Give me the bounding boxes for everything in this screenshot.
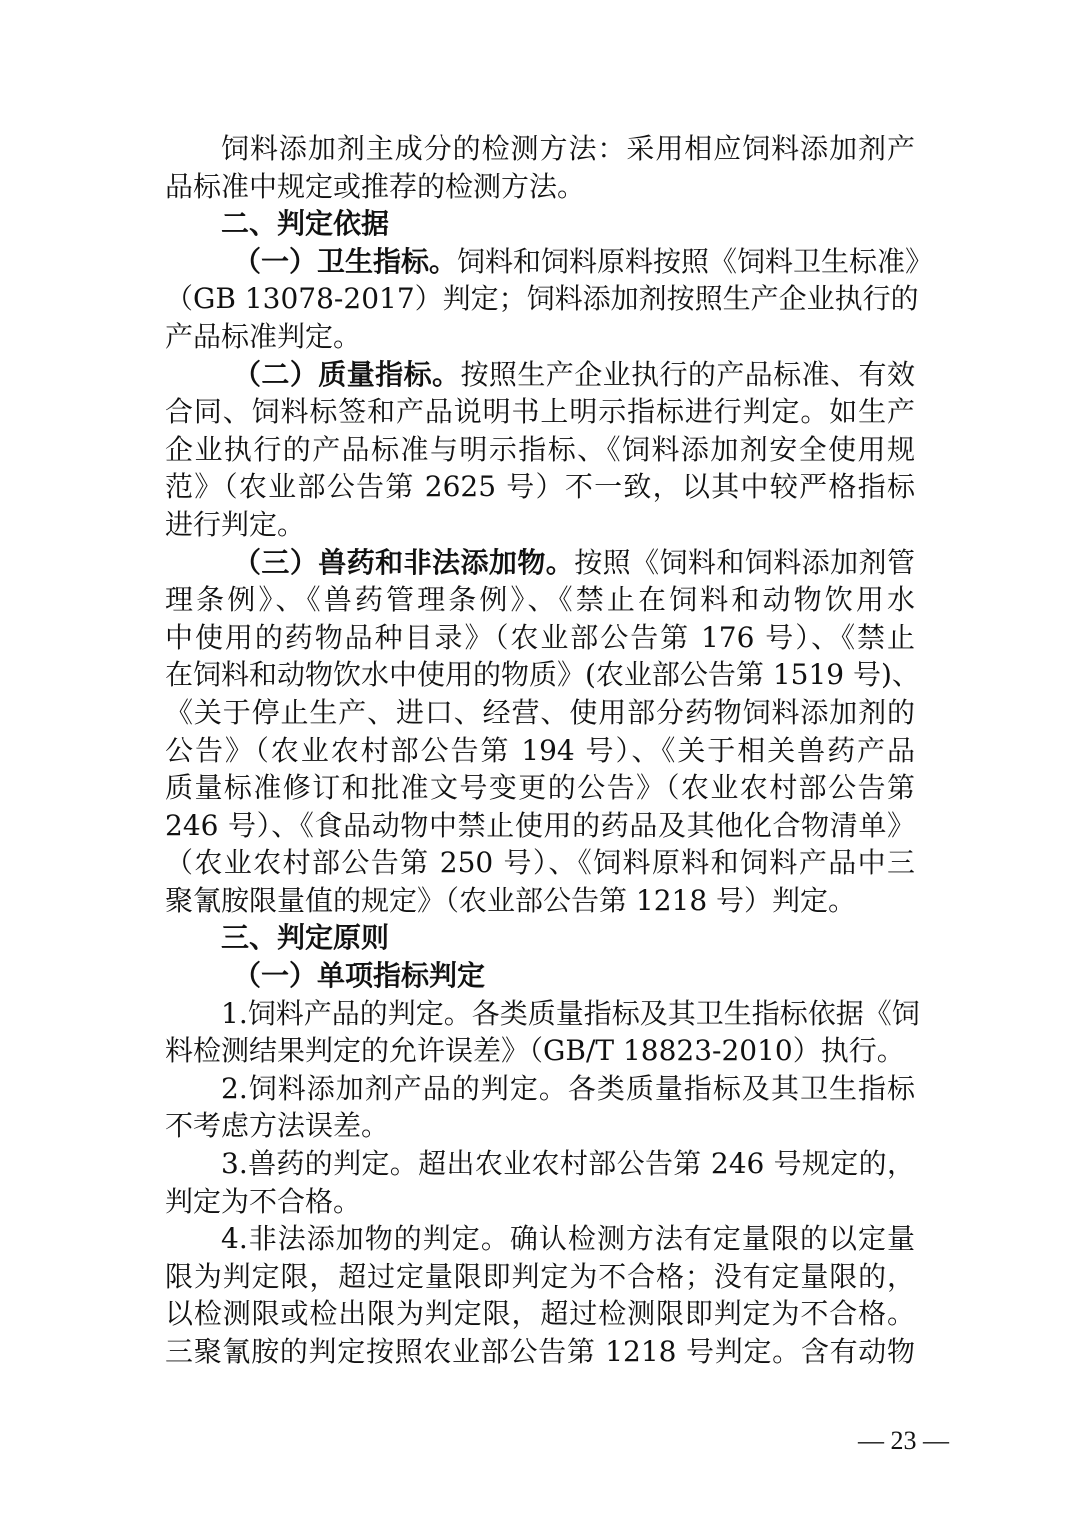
paragraph-line: 企业执行的产品标准与明示指标、《饲料添加剂安全使用规: [165, 432, 915, 466]
section-heading: 二、判定依据: [221, 207, 390, 241]
subsection-heading: （三）兽药和非法添加物。: [233, 545, 575, 579]
paragraph-line: 《关于停止生产、进口、经营、使用部分药物饲料添加剂的: [165, 695, 915, 729]
paragraph-line: 判定为不合格。: [165, 1184, 362, 1218]
paragraph-text: 饲料和饲料原料按照《饲料卫生标准》: [457, 244, 934, 278]
paragraph-line: 4.非法添加物的判定。确认检测方法有定量限的以定量: [221, 1222, 915, 1256]
paragraph-line: 品标准中规定或推荐的检测方法。: [165, 169, 586, 203]
subsection-heading: （二）质量指标。: [233, 357, 461, 391]
paragraph-text: 按照生产企业执行的产品标准、有效: [460, 357, 915, 391]
paragraph-line: 质量标准修订和批准文号变更的公告》（农业农村部公告第: [165, 771, 915, 805]
paragraph-line: 3.兽药的判定。超出农业农村部公告第 246 号规定的，: [221, 1147, 915, 1181]
paragraph-line: 料检测结果判定的允许误差》（GB/T 18823-2010）执行。: [165, 1034, 905, 1068]
paragraph-line: （农业农村部公告第 250 号）、《饲料原料和饲料产品中三: [165, 846, 915, 880]
paragraph-text: 按照《饲料和饲料添加剂管: [574, 545, 915, 579]
paragraph-line: 246 号）、《食品动物中禁止使用的药品及其他化合物清单》: [165, 808, 915, 842]
paragraph-line: 进行判定。: [165, 507, 306, 541]
paragraph-line: 范》（农业部公告第 2625 号）不一致，以其中较严格指标: [165, 470, 915, 504]
paragraph-line: 聚氰胺限量值的规定》（农业部公告第 1218 号）判定。: [165, 883, 857, 917]
paragraph-line: [165, 356, 915, 394]
paragraph-line: 限为判定限，超过定量限即判定为不合格；没有定量限的，: [165, 1259, 915, 1293]
paragraph-line: 饲料添加剂主成分的检测方法：采用相应饲料添加剂产: [221, 132, 915, 165]
subsection-heading: （一）单项指标判定: [233, 959, 486, 993]
paragraph-line: 中使用的药物品种目录》（农业部公告第 176 号）、《禁止: [165, 620, 915, 654]
paragraph-line: （GB 13078-2017）判定；饲料添加剂按照生产企业执行的: [165, 282, 919, 316]
page-number: — 23 —: [858, 1426, 949, 1455]
paragraph-line: 合同、饲料标签和产品说明书上明示指标进行判定。如生产: [165, 395, 915, 429]
paragraph-line: 不考虑方法误差。: [165, 1109, 390, 1143]
paragraph-line: 在饲料和动物饮水中使用的物质》(农业部公告第 1519 号)、: [165, 658, 920, 692]
paragraph-line: 三聚氰胺的判定按照农业部公告第 1218 号判定。含有动物: [165, 1335, 915, 1368]
paragraph-line: 以检测限或检出限为判定限，超过检测限即判定为不合格。: [165, 1297, 915, 1331]
body-text: [165, 130, 934, 1371]
paragraph-line: [165, 544, 915, 582]
paragraph-line: 公告》（农业农村部公告第 194 号）、《关于相关兽药产品: [165, 733, 915, 767]
paragraph-line: [165, 243, 934, 281]
paragraph-line: 理条例》、《兽药管理条例》、《禁止在饲料和动物饮用水: [165, 583, 915, 617]
subsection-heading: （一）卫生指标。: [233, 244, 458, 278]
paragraph-line: 产品标准判定。: [165, 319, 362, 353]
paragraph-line: 2.饲料添加剂产品的判定。各类质量指标及其卫生指标: [221, 1071, 915, 1105]
section-heading: 三、判定原则: [221, 921, 390, 955]
paragraph-line: 1.饲料产品的判定。各类质量指标及其卫生指标依据《饲: [221, 996, 920, 1030]
